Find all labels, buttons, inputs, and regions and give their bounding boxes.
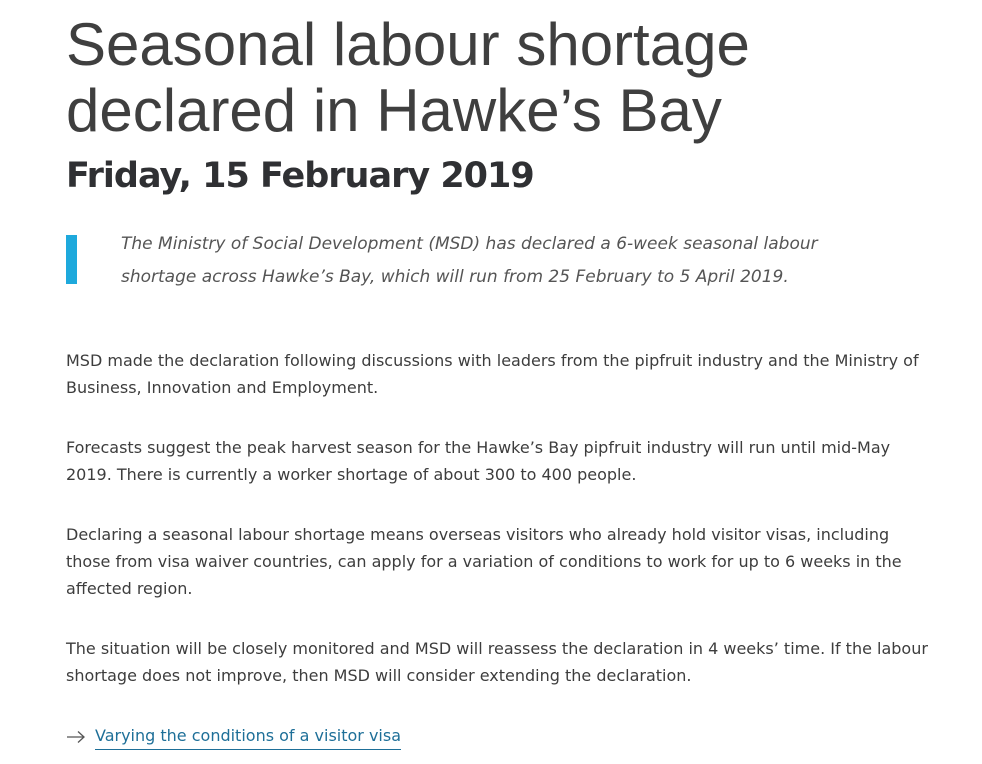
page-title: Seasonal labour shortage declared in Hawke’s Bay — [66, 11, 750, 144]
publish-date: Friday, 15 February 2019 — [66, 156, 534, 196]
lead-accent-bar — [66, 235, 77, 284]
lead-blockquote — [66, 228, 886, 298]
arrow-right-icon — [66, 729, 86, 743]
body-paragraph-1: MSD made the declaration following discussions with leaders from the pipfruit industry and the Ministry of Business, Innovation and Employment. — [66, 351, 919, 397]
lead-text: The Ministry of Social Development (MSD) has declared a 6-week seasonal labour shortage across Hawke’s Bay, which will run from 25 February to 5 April 2019. — [121, 234, 818, 287]
body-paragraph-4: The situation will be closely monitored and MSD will reassess the declaration in 4 weeks’ time. If the labour shortage does not improve, then MSD will consider extending the declaration. — [66, 639, 928, 685]
related-link-row — [66, 722, 401, 750]
body-paragraph-2: Forecasts suggest the peak harvest season for the Hawke’s Bay pipfruit industry will run until mid-May 2019. There is currently a worker shortage of about 300 to 400 people. — [66, 438, 891, 484]
visitor-visa-conditions-link[interactable]: Varying the conditions of a visitor visa — [95, 723, 401, 750]
body-paragraph-3: Declaring a seasonal labour shortage means overseas visitors who already hold visitor visas, including those from visa waiver countries, can apply for a variation of conditions to work for up to 6 weeks in the affected region. — [66, 525, 902, 598]
